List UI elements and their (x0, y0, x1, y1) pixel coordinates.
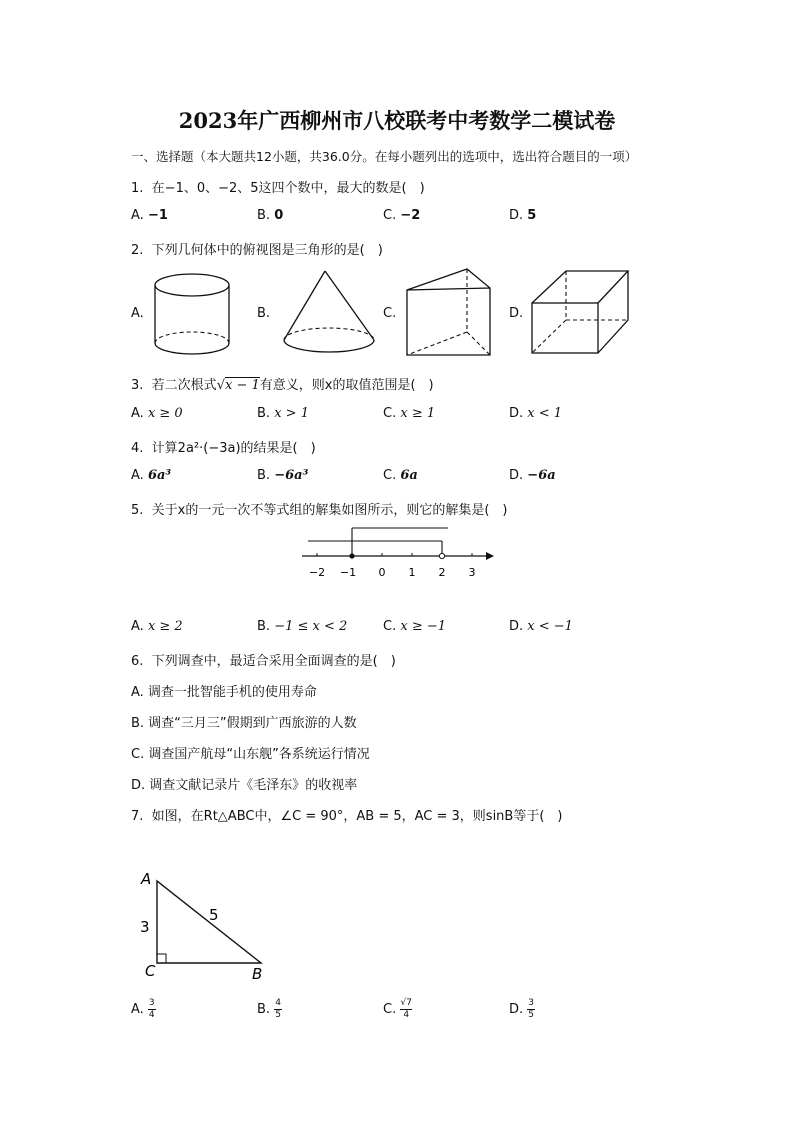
vertex-b-label: B (252, 965, 263, 983)
question-3 (131, 374, 434, 393)
question-number: 3. (131, 378, 144, 393)
tick-label: 3 (468, 566, 476, 579)
option-b: B. x > 1 (257, 406, 309, 421)
question-number: 6. (131, 654, 144, 669)
question-number: 4. (131, 441, 144, 456)
tick-label: 2 (438, 566, 446, 579)
question-number: 5. (131, 503, 144, 518)
option-c: C. 6a (383, 468, 418, 483)
option-a: A. 6a³ (131, 468, 172, 483)
option-b: B. 0 (257, 208, 284, 223)
question-text: 下列几何体中的俯视图是三角形的是( ) (151, 243, 383, 258)
option-a: A. −1 (131, 208, 168, 223)
vertex-a-label: A (141, 870, 152, 888)
question-text: 如图，在Rt△ABC中，∠C = 90°，AB = 5，AC = 3，则sinB等于( ) (151, 809, 563, 824)
question-text-post: 有意义，则x的取值范围是( ) (259, 378, 434, 393)
tick-label: 1 (408, 566, 416, 579)
option-a: A. 调查一批智能手机的使用寿命 (131, 685, 317, 700)
option-b: B. −6a³ (257, 468, 309, 483)
question-text: 计算2a²·(−3a)的结果是( ) (151, 441, 316, 456)
option-c: C. −2 (383, 208, 421, 223)
tick-label: 0 (378, 566, 386, 579)
option-c: C. x ≥ 1 (383, 406, 436, 421)
option-c-label: C. (383, 306, 397, 321)
question-number: 1. (131, 181, 144, 196)
number-line-figure (298, 520, 498, 584)
option-d: D. $\frac{3}{5}$ (509, 998, 535, 1020)
option-a: A. x ≥ 0 (131, 406, 183, 421)
question-number: 2. (131, 243, 144, 258)
tick-label: −2 (308, 566, 326, 579)
question-text: 关于x的一元一次不等式组的解集如图所示，则它的解集是( ) (151, 503, 508, 518)
option-d: D. x < 1 (509, 406, 563, 421)
option-c: C. x ≥ −1 (383, 619, 447, 634)
option-b: B. −1 ≤ x < 2 (257, 619, 348, 634)
question-4 (131, 437, 316, 456)
option-a: A. $\frac{3}{4}$ (131, 998, 155, 1020)
option-b-label: B. (257, 306, 271, 321)
question-number: 7. (131, 809, 144, 824)
question-5 (131, 499, 508, 518)
question-7 (131, 805, 563, 824)
option-a: A. x ≥ 2 (131, 619, 183, 634)
question-text-pre: 若二次根式 (151, 378, 217, 393)
question-text: 下列调查中，最适合采用全面调查的是( ) (151, 654, 396, 669)
vertex-c-label: C (145, 962, 156, 980)
option-c: C. 调查国产航母“山东舰”各系统运行情况 (131, 747, 370, 762)
option-c: C. $\frac{√7}{4}$ (383, 998, 412, 1020)
cylinder-figure (152, 272, 234, 358)
option-b: B. 调查“三月三”假期到广西旅游的人数 (131, 716, 357, 731)
side-ac-label: 3 (140, 918, 150, 936)
prism-figure (403, 266, 497, 360)
option-d: D. x < −1 (509, 619, 573, 634)
option-d-label: D. (509, 306, 524, 321)
sqrt-symbol: √ (216, 378, 225, 393)
cuboid-figure (528, 268, 632, 358)
option-b: B. $\frac{4}{5}$ (257, 998, 281, 1020)
radicand: x − 1 (224, 378, 260, 393)
question-6 (131, 650, 396, 669)
option-d: D. −6a (509, 468, 556, 483)
question-2 (131, 239, 383, 258)
option-d: D. 调查文献记录片《毛泽东》的收视率 (131, 778, 358, 793)
tick-label: −1 (339, 566, 357, 579)
question-text: 在−1、0、−2、5这四个数中，最大的数是( ) (151, 181, 425, 196)
cone-figure (280, 268, 380, 356)
right-triangle-figure (133, 866, 273, 984)
section-heading: 一、选择题（本大题共12小题，共36.0分。在每小题列出的选项中，选出符合题目的一项） (131, 149, 638, 164)
option-d: D. 5 (509, 208, 537, 223)
option-a-label: A. (131, 306, 144, 321)
question-1 (131, 177, 425, 196)
page-title: 2023年广西柳州市八校联考中考数学二模试卷 (178, 108, 616, 133)
side-ab-label: 5 (209, 906, 219, 924)
